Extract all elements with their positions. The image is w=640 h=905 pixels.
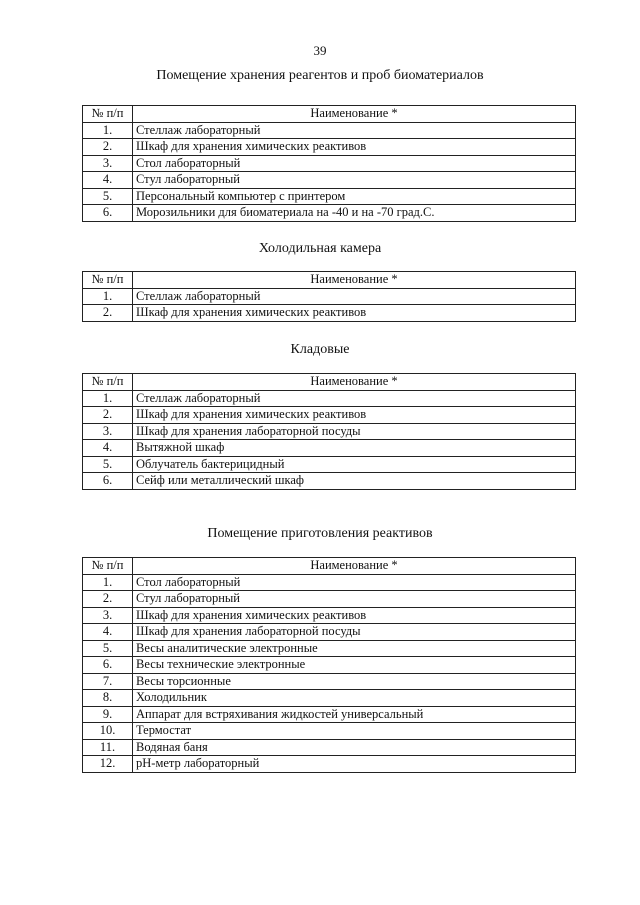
table-row	[83, 591, 576, 608]
row-number: 3.	[83, 607, 133, 624]
table-row	[83, 172, 576, 189]
row-name: Морозильники для биоматериала на -40 и на -70 град.С.	[133, 205, 576, 222]
table-row	[83, 139, 576, 156]
row-number: 2.	[83, 139, 133, 156]
row-name: Аппарат для встряхивания жидкостей универсальный	[133, 706, 576, 723]
row-number: 3.	[83, 155, 133, 172]
row-number: 10.	[83, 723, 133, 740]
table-row	[83, 456, 576, 473]
table-cold-chamber	[82, 271, 576, 322]
section-title-cold-chamber: Холодильная камера	[258, 241, 382, 256]
column-header-number: № п/п	[83, 106, 133, 123]
table-row	[83, 739, 576, 756]
table-header-row	[83, 272, 576, 289]
table-row	[83, 122, 576, 139]
row-name: Шкаф для хранения химических реактивов	[133, 139, 576, 156]
table-row	[83, 390, 576, 407]
row-name: Водяная баня	[133, 739, 576, 756]
row-number: 4.	[83, 624, 133, 641]
row-name: Сейф или металлический шкаф	[133, 473, 576, 490]
table-row	[83, 423, 576, 440]
row-number: 6.	[83, 205, 133, 222]
row-name: Термостат	[133, 723, 576, 740]
row-number: 4.	[83, 172, 133, 189]
column-header-name: Наименование *	[133, 374, 576, 391]
row-name: рН-метр лабораторный	[133, 756, 576, 773]
column-header-number: № п/п	[83, 558, 133, 575]
table-row	[83, 657, 576, 674]
row-number: 2.	[83, 407, 133, 424]
row-number: 5.	[83, 640, 133, 657]
table-storerooms	[82, 373, 576, 490]
row-number: 12.	[83, 756, 133, 773]
row-number: 11.	[83, 739, 133, 756]
row-number: 5.	[83, 456, 133, 473]
table-header-row	[83, 558, 576, 575]
table-row	[83, 673, 576, 690]
row-name: Стеллаж лабораторный	[133, 122, 576, 139]
row-name: Весы технические электронные	[133, 657, 576, 674]
table-row	[83, 574, 576, 591]
row-number: 6.	[83, 657, 133, 674]
row-name: Стул лабораторный	[133, 172, 576, 189]
table-row	[83, 155, 576, 172]
table-row	[83, 288, 576, 305]
table-row	[83, 723, 576, 740]
table-row	[83, 473, 576, 490]
table-row	[83, 188, 576, 205]
row-name: Весы торсионные	[133, 673, 576, 690]
row-name: Шкаф для хранения химических реактивов	[133, 407, 576, 424]
table-reagent-preparation	[82, 557, 576, 773]
table-storage-reagents	[82, 105, 576, 222]
row-name: Вытяжной шкаф	[133, 440, 576, 457]
table-row	[83, 305, 576, 322]
row-number: 1.	[83, 288, 133, 305]
section-title-storage-reagents: Помещение хранения реагентов и проб биоматериалов	[156, 68, 484, 83]
column-header-number: № п/п	[83, 374, 133, 391]
row-name: Персональный компьютер с принтером	[133, 188, 576, 205]
row-number: 2.	[83, 591, 133, 608]
row-name: Облучатель бактерицидный	[133, 456, 576, 473]
row-name: Весы аналитические электронные	[133, 640, 576, 657]
section-title-storerooms: Кладовые	[290, 342, 350, 357]
table-row	[83, 205, 576, 222]
table-header-row	[83, 374, 576, 391]
column-header-name: Наименование *	[133, 272, 576, 289]
row-name: Стол лабораторный	[133, 155, 576, 172]
column-header-name: Наименование *	[133, 558, 576, 575]
row-number: 2.	[83, 305, 133, 322]
row-number: 1.	[83, 574, 133, 591]
row-name: Шкаф для хранения химических реактивов	[133, 305, 576, 322]
row-number: 9.	[83, 706, 133, 723]
column-header-number: № п/п	[83, 272, 133, 289]
row-number: 5.	[83, 188, 133, 205]
row-number: 7.	[83, 673, 133, 690]
row-name: Стеллаж лабораторный	[133, 390, 576, 407]
row-number: 8.	[83, 690, 133, 707]
column-header-name: Наименование *	[133, 106, 576, 123]
row-number: 6.	[83, 473, 133, 490]
table-row	[83, 607, 576, 624]
table-row	[83, 706, 576, 723]
table-header-row	[83, 106, 576, 123]
table-row	[83, 640, 576, 657]
row-name: Стол лабораторный	[133, 574, 576, 591]
row-name: Шкаф для хранения лабораторной посуды	[133, 423, 576, 440]
row-name: Шкаф для хранения химических реактивов	[133, 607, 576, 624]
row-number: 1.	[83, 122, 133, 139]
table-row	[83, 624, 576, 641]
page-number: 39	[313, 43, 327, 58]
table-row	[83, 440, 576, 457]
section-title-reagent-preparation: Помещение приготовления реактивов	[207, 526, 433, 541]
row-name: Шкаф для хранения лабораторной посуды	[133, 624, 576, 641]
row-number: 1.	[83, 390, 133, 407]
row-name: Холодильник	[133, 690, 576, 707]
table-row	[83, 407, 576, 424]
row-number: 4.	[83, 440, 133, 457]
table-row	[83, 690, 576, 707]
row-name: Стул лабораторный	[133, 591, 576, 608]
table-row	[83, 756, 576, 773]
row-number: 3.	[83, 423, 133, 440]
row-name: Стеллаж лабораторный	[133, 288, 576, 305]
